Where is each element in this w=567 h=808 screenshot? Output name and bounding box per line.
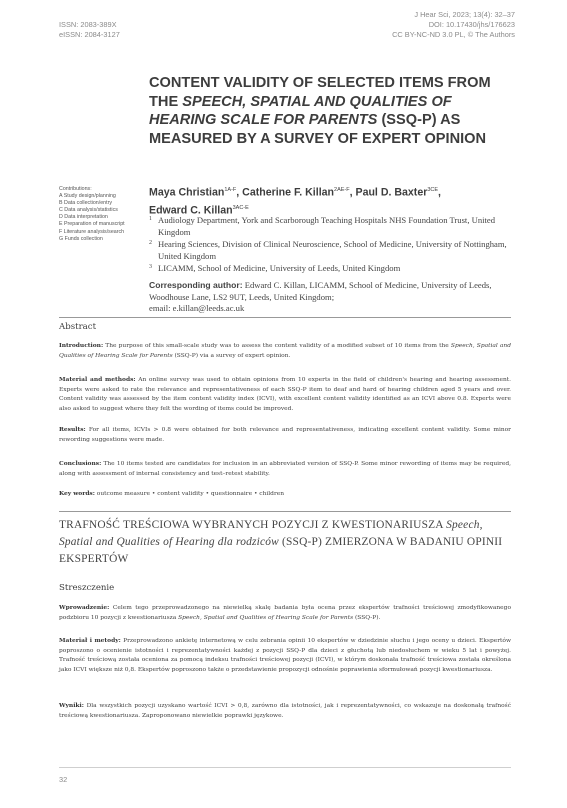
author-name: Catherine F. Killan: [242, 186, 335, 199]
wyniki-text: Dla wszystkich pozycji uzyskano wartość ICVI > 0,8, zarówno dla istotności, jak i reprezentatywności, co wskazuje na doskonałą trafność treściową kwestionariusza. Zaproponowano niewielkie poprawki językowe.: [59, 703, 511, 719]
introduction-text-end: (SSQ-P) via a survey of expert opinion.: [172, 352, 291, 359]
license: CC BY-NC-ND 3.0 PL, © The Authors: [392, 30, 515, 39]
methods-label: Material and methods:: [59, 376, 136, 383]
keywords-label: Key words:: [59, 490, 95, 497]
contribution-item: D Data interpretation: [59, 214, 108, 221]
introduction-text: The purpose of this small-scale study was to assess the content validity of a modified subset of 10 items from the: [103, 343, 451, 349]
affiliation-text: LICAMM, School of Medicine, University of Leeds, United Kingdom: [158, 263, 401, 274]
contribution-item: B Data collection/entry: [59, 200, 112, 207]
title-part-2: SPEECH, SPATIAL AND QUALITIES OF HEARING SCALE FOR PARENTS: [149, 93, 452, 128]
introduction-label: Introduction:: [59, 342, 104, 349]
affiliation: [149, 239, 519, 262]
eissn: eISSN: 2084-3127: [59, 30, 120, 39]
metody-text: Przeprowadzono ankietę internetową w celu zebrania opinii 10 ekspertów w dziedzinie słuchu i jego oceny u dzieci. Ekspertów poproszono o ocenienie istotności i reprezentatywności każdej z pozycji SSQ-P dla dzieci z głuchotą lub niedosłuchem w wieku 5 lat i powyżej. Trafność treściową została oceniona za pomocą indeksu trafności treściowej pozycji (ICVI), w którym doskonała trafność treściowa została określona jako ICVI większe niż 0,8. Ekspertów poproszono także o przedstawienie propozycji odnośnie poprawienia sformułowań pozycji kwestionariusza.: [59, 638, 511, 673]
divider: [59, 511, 511, 512]
corresponding-email[interactable]: email: e.killan@leeds.ac.uk: [149, 303, 245, 314]
author-contribution: 1A-F: [224, 187, 237, 193]
citation-block: [392, 10, 515, 40]
author-contribution: 2AE-F: [334, 187, 350, 193]
contribution-item: F Literature analysis/search: [59, 228, 125, 235]
author-contribution: 3AC-E: [232, 204, 249, 211]
affiliations: [149, 215, 519, 276]
abstract-heading: Abstract: [59, 322, 97, 332]
results-label: Results:: [59, 426, 86, 433]
author-name: Maya Christian: [149, 186, 225, 199]
author-separator: ,: [438, 186, 441, 199]
introduction-italic: Speech, Spatial and Qualities of Hearing Scale for Parents: [59, 343, 511, 359]
polish-title-part-2: (SSQ-P) ZMIERZONA W BADANIU OPINII EKSPERTÓW: [59, 536, 503, 565]
title-part-3: (SSQ-P) AS MEASURED BY A SURVEY OF EXPERT OPINION: [149, 112, 487, 147]
affiliation-number: 3: [149, 264, 152, 271]
corresponding-author: [149, 280, 519, 315]
author-separator: ,: [236, 186, 243, 199]
abstract-conclusions: [59, 459, 511, 479]
wprowadzenie-label: Wprowadzenie:: [59, 604, 110, 611]
results-text: For all items, ICVIs > 0.8 were obtained for both relevance and representativeness, indicating excellent content validity. Some minor rewording suggestions were made.: [59, 427, 511, 443]
article-title: [149, 74, 519, 148]
divider: [59, 317, 511, 318]
wyniki-label: Wyniki:: [59, 702, 84, 709]
affiliation-number: 2: [149, 240, 152, 247]
keywords: [59, 489, 511, 500]
affiliation-text: Hearing Sciences, Division of Clinical Neuroscience, School of Medicine, University of Nottingham, United Kingdom: [158, 239, 507, 261]
contributions-heading: Contributions:: [59, 186, 92, 192]
affiliation-number: 1: [149, 216, 152, 222]
contribution-item: E Preparation of manuscript: [59, 221, 125, 228]
issn-block: [59, 20, 120, 40]
polish-results: [59, 701, 511, 721]
title-part-1: CONTENT VALIDITY OF SELECTED ITEMS FROM THE: [149, 75, 491, 110]
keywords-text: outcome measure • content validity • questionnaire • children: [94, 491, 285, 497]
author-contribution: 3CE: [427, 187, 439, 193]
methods-text: An online survey was used to obtain opinions from 10 experts in the field of children's hearing and hearing assessment. Experts were asked to rate the relevance and representativeness of each SSQ-P item to deaf and hard of hearing children aged 5 years and over. Content validity was assessed by the item content validity index (ICVI), with excellent content validity identified as an ICVI above 0.8. Experts were also asked to suggest where they felt the wording of items could be improved.: [59, 377, 511, 412]
abstract-results: [59, 425, 511, 445]
page-number: 32: [59, 775, 68, 784]
conclusions-label: Conclusions:: [59, 460, 102, 467]
abstract-introduction: [59, 341, 511, 361]
doi[interactable]: DOI: 10.17430/jhs/176623: [428, 20, 515, 29]
author-list: [149, 183, 519, 218]
contribution-item: A Study design/planning: [59, 193, 116, 200]
corresponding-text: Edward C. Killan, LICAMM, School of Medicine, University of Leeds, Woodhouse Lane, LS2 9UT, Leeds, United Kingdom;: [149, 280, 492, 302]
streszczenie-heading: Streszczenie: [59, 583, 115, 593]
wprowadzenie-text-end: (SSQ-P).: [353, 614, 381, 621]
journal-citation: J Hear Sci, 2023; 13(4): 32–37: [414, 10, 515, 19]
polish-methods: [59, 636, 511, 675]
polish-title-italic: Speech, Spatial and Qualities of Hearing dla rodziców: [59, 519, 483, 548]
author-separator: ,: [349, 186, 356, 199]
contribution-item: C Data analysis/statistics: [59, 207, 118, 214]
footer-divider: [59, 767, 511, 768]
affiliation: [149, 215, 519, 238]
wprowadzenie-italic: Speech, Spatial and Qualities of Hearing Scale for Parents: [178, 614, 354, 621]
wprowadzenie-text: Celem tego przeprowadzonego na niewielką skalę badania była ocena przez ekspertów trafności treściowej zmodyfikowanego podzbioru 10 pozycji z kwestionariusza: [59, 605, 511, 621]
conclusions-text: The 10 items tested are candidates for inclusion in an abbreviated version of SSQ-P. Some minor rewording of items may be required, along with assessment of internal consistency and test–retest stability.: [59, 461, 511, 477]
issn: ISSN: 2083-389X: [59, 20, 117, 29]
polish-introduction: [59, 603, 511, 623]
contributions-box: [59, 186, 143, 243]
author-name: Edward C. Killan: [149, 204, 233, 217]
author-name: Paul D. Baxter: [355, 186, 428, 199]
polish-title: [59, 517, 511, 568]
metody-label: Materiał i metody:: [59, 637, 121, 644]
corresponding-label: Corresponding author:: [149, 280, 243, 290]
affiliation-text: Audiology Department, York and Scarborough Teaching Hospitals NHS Foundation Trust, United Kingdom: [158, 215, 496, 237]
contribution-item: G Funds collection: [59, 235, 103, 242]
abstract-methods: [59, 375, 511, 414]
polish-title-part-1: TRAFNOŚĆ TREŚCIOWA WYBRANYCH POZYCJI Z KWESTIONARIUSZA: [59, 519, 447, 531]
affiliation: [149, 263, 519, 275]
